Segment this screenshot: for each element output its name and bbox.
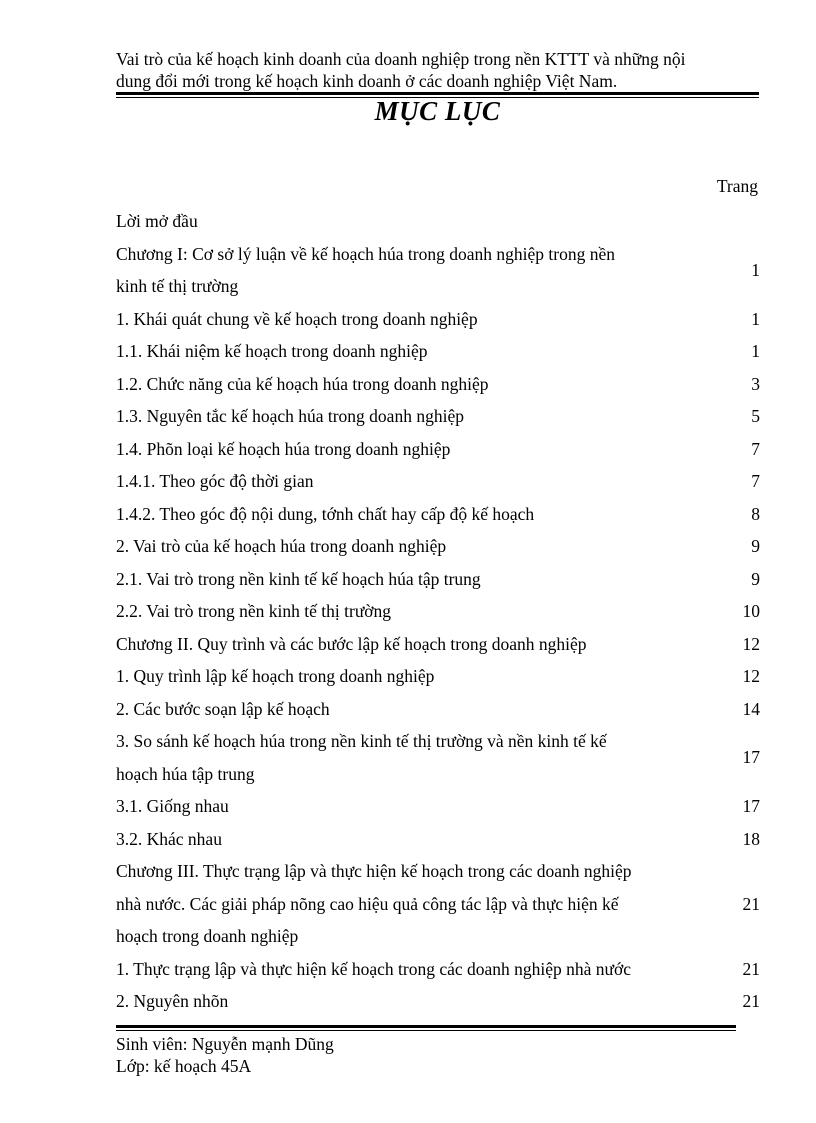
table-of-contents <box>116 205 760 1018</box>
toc-entry-title <box>116 823 700 856</box>
toc-entry-title <box>116 953 700 986</box>
toc-entry-title <box>116 790 700 823</box>
toc-entry <box>116 205 760 238</box>
toc-entry-title <box>116 563 700 596</box>
page-column-label: Trang <box>716 176 758 196</box>
toc-entry <box>116 433 760 466</box>
toc-entry <box>116 465 760 498</box>
toc-entry-page: 12 <box>742 666 760 686</box>
toc-entry-line: 1. Khái quát chung về kế hoạch trong doanh nghiệp <box>116 308 478 329</box>
toc-entry-title <box>116 205 700 238</box>
toc-entry-title <box>116 368 700 401</box>
toc-entry-line: hoạch húa tập trung <box>116 763 255 784</box>
toc-entry-page: 8 <box>751 503 760 524</box>
footer-student: Sinh viên: Nguyễn mạnh Dũng <box>116 1034 334 1054</box>
toc-entry-title <box>116 530 700 563</box>
toc-entry-line: 3.2. Khác nhau <box>116 828 222 849</box>
toc-entry-line: 2. Nguyên nhõn <box>116 991 229 1011</box>
running-header <box>116 48 766 92</box>
toc-entry-page: 1 <box>751 341 760 361</box>
toc-entry <box>116 368 760 401</box>
toc-entry <box>116 303 760 336</box>
toc-entry-line: 2. Các bước soạn lập kế hoạch <box>116 698 330 719</box>
toc-entry <box>116 530 760 563</box>
footer-divider <box>116 1025 736 1028</box>
toc-entry-title <box>116 400 700 433</box>
footer-class: Lớp: kế hoạch 45A <box>116 1056 252 1076</box>
toc-entry-page: 14 <box>742 698 760 719</box>
toc-entry-line: 1. Thực trạng lập và thực hiện kế hoạch trong các doanh nghiệp nhà nước <box>116 958 632 979</box>
toc-entry-title <box>116 985 700 1018</box>
header-line-1: Vai trò của kế hoạch kinh doanh của doanh nghiệp trong nền KTTT và những nội <box>116 49 686 69</box>
header-divider <box>116 92 759 95</box>
toc-entry-title <box>116 433 700 466</box>
toc-entry-line: 1.2. Chức năng của kế hoạch húa trong doanh nghiệp <box>116 373 489 394</box>
toc-entry-title <box>116 595 700 628</box>
toc-entry <box>116 725 760 790</box>
toc-entry-page: 9 <box>751 536 760 556</box>
toc-entry-page: 17 <box>742 747 760 768</box>
toc-entry-title <box>116 855 700 953</box>
toc-entry-page: 17 <box>742 796 760 816</box>
toc-entry <box>116 855 760 953</box>
toc-entry-line: Lời mở đầu <box>116 211 198 231</box>
toc-entry <box>116 400 760 433</box>
toc-entry-title <box>116 335 700 368</box>
toc-entry-line: 2.1. Vai trò trong nền kinh tế kế hoạch húa tập trung <box>116 568 481 589</box>
toc-entry-page: 18 <box>742 828 760 849</box>
toc-entry-line: 1.4. Phõn loại kế hoạch húa trong doanh nghiệp <box>116 438 451 459</box>
toc-entry <box>116 953 760 986</box>
toc-entry-line: 2. Vai trò của kế hoạch húa trong doanh nghiệp <box>116 536 447 556</box>
toc-entry <box>116 335 760 368</box>
toc-entry <box>116 790 760 823</box>
toc-entry <box>116 238 760 303</box>
toc-entry-title <box>116 238 700 303</box>
toc-entry-page: 7 <box>751 438 760 459</box>
toc-entry-line: 1. Quy trình lập kế hoạch trong doanh nghiệp <box>116 666 435 686</box>
toc-entry <box>116 693 760 726</box>
toc-entry <box>116 595 760 628</box>
toc-entry-line: hoạch trong doanh nghiệp <box>116 926 299 946</box>
toc-entry-line: Chương I: Cơ sở lý luận về kế hoạch húa trong doanh nghiệp trong nền <box>116 243 615 264</box>
toc-entry <box>116 985 760 1018</box>
footer <box>116 1033 334 1077</box>
toc-entry <box>116 498 760 531</box>
toc-entry-line: 3. So sánh kế hoạch húa trong nền kinh tế thị trường và nền kinh tế kế <box>116 731 607 751</box>
toc-entry-line: 1.4.2. Theo góc độ nội dung, tớnh chất hay cấp độ kế hoạch <box>116 503 535 524</box>
toc-entry-line: 3.1. Giống nhau <box>116 796 229 816</box>
toc-entry-line: 1.1. Khái niệm kế hoạch trong doanh nghiệp <box>116 341 428 361</box>
toc-entry-title <box>116 465 700 498</box>
header-line-2: dung đổi mới trong kế hoạch kinh doanh ở các doanh nghiệp Việt Nam. <box>116 71 618 91</box>
toc-entry-line: kinh tế thị trường <box>116 276 239 296</box>
toc-entry-title <box>116 693 700 726</box>
toc-entry <box>116 823 760 856</box>
toc-entry-page: 7 <box>751 471 760 491</box>
toc-entry-title <box>116 303 700 336</box>
toc-entry-page: 1 <box>751 259 760 280</box>
toc-entry-title <box>116 628 700 661</box>
toc-entry-page: 3 <box>751 373 760 394</box>
toc-entry-page: 21 <box>742 958 760 979</box>
toc-entry-page: 12 <box>742 633 760 654</box>
toc-entry-page: 9 <box>751 568 760 589</box>
toc-entry-page: 1 <box>751 308 760 329</box>
toc-entry-page: 21 <box>742 893 760 914</box>
toc-entry-title <box>116 660 700 693</box>
page-title: MỤC LỤC <box>374 96 501 126</box>
toc-entry <box>116 563 760 596</box>
toc-entry-title <box>116 498 700 531</box>
toc-entry-line: Chương III. Thực trạng lập và thực hiện kế hoạch trong các doanh nghiệp <box>116 861 632 881</box>
toc-entry-page: 5 <box>751 406 760 426</box>
toc-entry-page: 10 <box>742 601 760 621</box>
toc-entry-line: 1.4.1. Theo góc độ thời gian <box>116 471 314 491</box>
toc-entry <box>116 628 760 661</box>
toc-entry-line: Chương II. Quy trình và các bước lập kế hoạch trong doanh nghiệp <box>116 633 587 654</box>
toc-entry-title <box>116 725 700 790</box>
toc-entry-page: 21 <box>742 991 760 1011</box>
toc-entry-line: 1.3. Nguyên tắc kế hoạch húa trong doanh nghiệp <box>116 406 464 426</box>
toc-entry <box>116 660 760 693</box>
toc-entry-line: 2.2. Vai trò trong nền kinh tế thị trường <box>116 601 392 621</box>
toc-entry-line: nhà nước. Các giải pháp nõng cao hiệu quả công tác lập và thực hiện kế <box>116 893 619 914</box>
